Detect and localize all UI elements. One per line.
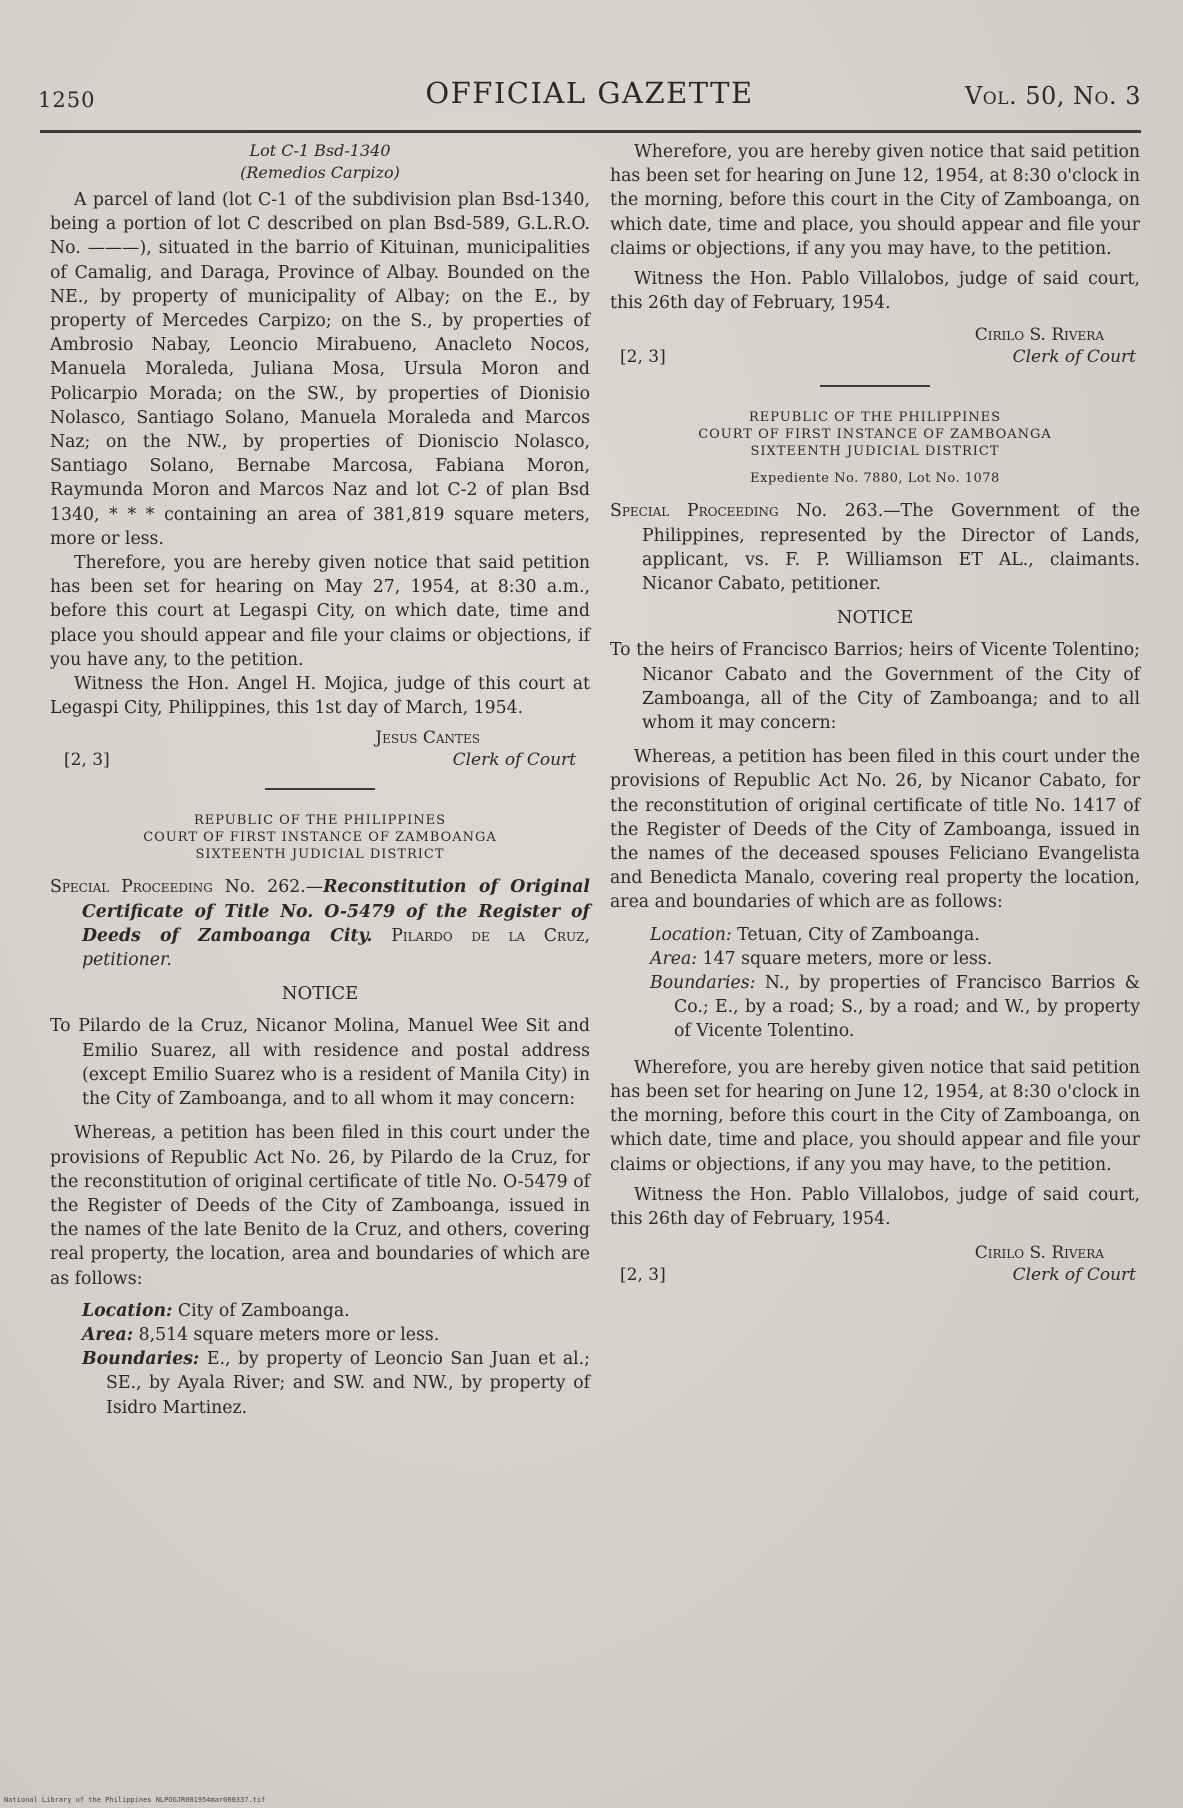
whereas-paragraph: Whereas, a petition has been filed in this court under the provisions of Republic Act No. 26, by Pilardo de la Cruz, for the reconstitution of original certificate of title No. O-5479 of the Register of Deeds of the City of Zamboanga, issued in the names of the late Benito de la Cruz, and others, covering real property, the location, area and boundaries of which are as follows:	[50, 1123, 590, 1289]
right-location-label: Location:	[650, 924, 732, 945]
area-label: Area:	[82, 1324, 134, 1345]
location-value: City of Zamboanga.	[177, 1300, 350, 1321]
court-heading-1: REPUBLIC OF THE PHILIPPINES	[194, 813, 446, 829]
right-notice-addressees: To the heirs of Francisco Barrios; heirs of Vicente Tolentino; Nicanor Cabato and the Government of the City of Zamboanga, all of the City of Zamboanga; and to all whom it may concern:	[610, 640, 1140, 734]
right-property-location	[610, 923, 1140, 947]
special-proceeding-263	[610, 499, 1140, 596]
location-label: Location:	[82, 1300, 173, 1321]
right-section-divider	[820, 385, 930, 387]
right-court-heading-3: SIXTEENTH JUDICIAL DISTRICT	[750, 444, 1000, 460]
volume-number: Vol. 50, No. 3	[964, 82, 1141, 110]
top-signatory-title: Clerk of Court	[1012, 347, 1136, 368]
right-area-label: Area:	[650, 948, 698, 969]
page-number: 1250	[38, 88, 96, 112]
right-proceeding-label: Special Proceeding	[610, 501, 779, 522]
signatory-title: Clerk of Court	[452, 750, 576, 771]
proceeding-number: No. 262.—	[224, 877, 324, 898]
right-boundaries-label: Boundaries:	[650, 973, 756, 994]
lot-title: Lot C-1 Bsd-1340	[249, 141, 391, 160]
right-court-heading-2: COURT OF FIRST INSTANCE OF ZAMBOANGA	[698, 427, 1052, 443]
signature-block	[50, 750, 590, 770]
right-signatory-title: Clerk of Court	[1012, 1265, 1136, 1286]
top-signatory-name: Cirilo S. Rivera	[974, 325, 1104, 346]
right-notice-heading: NOTICE	[836, 607, 914, 629]
right-signatory-name: Cirilo S. Rivera	[974, 1243, 1104, 1264]
right-proceeding-text: No. 263.—The Government of the Philippines, represented by the Director of Lands, applicant, vs. F. P. Williamson ET AL., claimants. Nicanor Cabato, petitioner.	[642, 501, 1140, 595]
top-wherefore-paragraph: Wherefore, you are hereby given notice that said petition has been set for hearing on June 12, 1954, at 8:30 o'clock in the morning, before this court in the City of Zamboanga, on which date, time and place, you should appear and file your claims or objections, if any you may have, to the petition.	[610, 142, 1140, 259]
signatory-name: Jesus Cantes	[375, 728, 480, 749]
right-issue-reference: [2, 3]	[620, 1265, 666, 1286]
property-location	[50, 1299, 590, 1323]
property-boundaries	[50, 1347, 590, 1420]
witness-paragraph: Witness the Hon. Angel H. Mojica, judge of this court at Legaspi City, Philippines, this 1st day of March, 1954.	[50, 674, 590, 719]
right-property-area	[610, 947, 1140, 971]
header-rule	[40, 130, 1141, 133]
proceeding-party: Pilardo de la Cruz,	[391, 925, 590, 946]
proceeding-label: Special Proceeding	[50, 877, 213, 898]
top-witness-paragraph: Witness the Hon. Pablo Villalobos, judge of said court, this 26th day of February, 1954.	[610, 269, 1140, 314]
right-location-value: Tetuan, City of Zamboanga.	[737, 924, 980, 945]
parcel-description: A parcel of land (lot C-1 of the subdivision plan Bsd-1340, being a portion of lot C described on plan Bsd-589, G.L.R.O. No. ———), situated in the barrio of Kituinan, municipalities of Camalig, and Daraga, Province of Albay. Bounded on the NE., by property of municipality of Albay; on the E., by property of Mercedes Carpizo; on the S., by properties of Ambrosio Nabay, Leoncio Mirabueno, Anacleto Nocos, Manuela Moraleda, Juliana Mosa, Ursula Moron and Policarpio Morada; on the SW., by properties of Dionisio Nolasco, Santiago Solano, Manuela Moraleda and Marcos Naz; on the NW., by properties of Dioniscio Nolasco, Santiago Solano, Bernabe Marcosa, Fabiana Moron, Raymunda Moron and Marcos Naz and lot C-2 of plan Bsd 1340, * * * containing an area of 381,819 square meters, more or less.	[50, 190, 590, 549]
boundaries-label: Boundaries:	[82, 1349, 200, 1370]
proceeding-role: petitioner.	[82, 950, 172, 971]
hearing-notice: Therefore, you are hereby given notice that said petition has been set for hearing on May 27, 1954, at 8:30 a.m., before this court at Legaspi City, on which date, time and place you should appear and file your claims or objections, if you have any, to the petition.	[50, 553, 590, 670]
publication-title: OFFICIAL GAZETTE	[425, 76, 754, 110]
lot-owner: (Remedios Carpizo)	[240, 163, 400, 182]
right-witness-paragraph: Witness the Hon. Pablo Villalobos, judge of said court, this 26th day of February, 1954.	[610, 1184, 1140, 1229]
area-value: 8,514 square meters more or less.	[138, 1324, 440, 1345]
proceeding-title: Reconstitution of Original Certificate of Title No. O-5479 of the Register of Deeds of Zamboanga City.	[82, 877, 590, 946]
notice-addressees: To Pilardo de la Cruz, Nicanor Molina, Manuel Wee Sit and Emilio Suarez, all with residence and postal address (except Emilio Suarez who is a resident of Manila City) in the City of Zamboanga, and to all whom it may concern:	[50, 1016, 590, 1110]
property-area	[50, 1323, 590, 1347]
section-divider	[265, 788, 375, 790]
left-column	[50, 140, 590, 1420]
scan-credit: National Library of the Philippines NLPOGJR001954mar000337.tif	[4, 1796, 266, 1804]
right-court-heading-1: REPUBLIC OF THE PHILIPPINES	[749, 410, 1001, 426]
right-boundaries-value: N., by properties of Francisco Barrios & Co.; E., by a road; S., by a road; and W., by property of Vicente Tolentino.	[674, 973, 1141, 1042]
court-heading-3: SIXTEENTH JUDICIAL DISTRICT	[195, 847, 445, 863]
boundaries-value: E., by property of Leoncio San Juan et al.; SE., by Ayala River; and SW. and NW., by property of Isidro Martinez.	[106, 1349, 590, 1418]
top-issue-reference: [2, 3]	[620, 347, 666, 368]
court-heading-2: COURT OF FIRST INSTANCE OF ZAMBOANGA	[143, 830, 497, 846]
top-signature-block	[610, 347, 1140, 367]
special-proceeding-262	[50, 875, 590, 972]
right-signature-block	[610, 1265, 1140, 1285]
right-whereas-paragraph: Whereas, a petition has been filed in this court under the provisions of Republic Act No. 26, by Nicanor Cabato, for the reconstitution of original certificate of title No. 1417 of the Register of Deeds of the City of Zamboanga, issued in the names of the deceased spouses Feliciano Evangelista and Benedicta Manalo, covering real property the location, area and boundaries of which are as follows:	[610, 747, 1140, 913]
right-column	[610, 140, 1140, 1285]
expediente-reference: Expediente No. 7880, Lot No. 1078	[750, 471, 1000, 487]
page-header	[38, 72, 1141, 112]
right-area-value: 147 square meters, more or less.	[702, 948, 993, 969]
notice-heading: NOTICE	[281, 983, 359, 1005]
issue-reference: [2, 3]	[64, 750, 110, 771]
right-property-boundaries	[610, 971, 1140, 1044]
right-wherefore-paragraph: Wherefore, you are hereby given notice that said petition has been set for hearing on June 12, 1954, at 8:30 o'clock in the morning, before this court in the City of Zamboanga, on which date, time and place, you should appear and file your claims or objections, if any you may have, to the petition.	[610, 1057, 1140, 1175]
